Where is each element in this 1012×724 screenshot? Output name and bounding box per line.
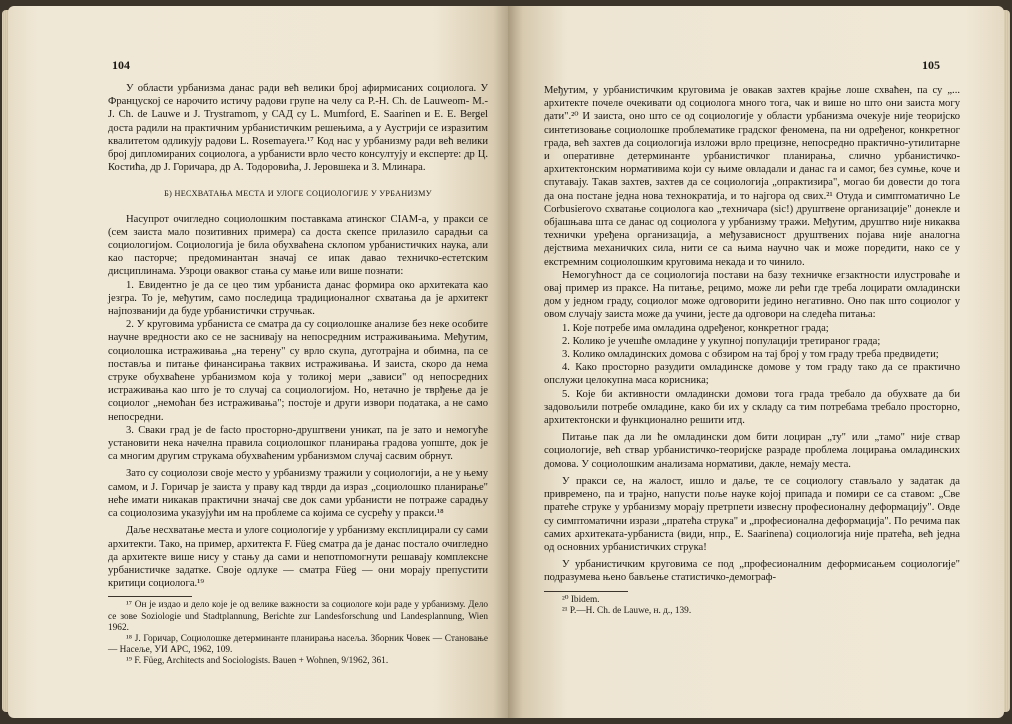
paragraph: 2. У круговима урбаниста се сматра да су социолошке анализе без неке особите научне вредности ако се не заснивају на непосредним истраживањима. Међутим, социолошка истраживања „на терену" су врло скупа, дуготрајна и обимна, па се поставља и питање финансирања таквих истраживања. И заиста, скоро да нема струке обухваћене урбанизмом која у толикој мери „зависи" од непосредних истраживања као што је то случај са социологијом. Но, нетачно је тврђење да је социолог „немоћан без истраживања"; постоје и други извори података, а не само непосредни. <box>108 319 488 423</box>
paragraph: У пракси се, на жалост, ишло и даље, те се социологу стављало у задатак да привремено, па и трајно, напусти поље науке којој припада и помири се са ставом: „Све пратеће струке у урбанизму морају претрпети извесну професионалну деформацију". Овде су симптоматични изрази „пратећа струка" и „професионална деформација". По речима пак самих архитеката-урбаниста (види, нпр., E. Saarinena) социологија није пратећа, већ једна од основних урбанистичких струка! <box>544 475 960 553</box>
section-heading: Б) НЕСХВАТАЊА МЕСТА И УЛОГЕ СОЦИОЛОГИЈЕ У УРБАНИЗМУ <box>164 189 432 199</box>
right-page <box>508 6 1004 718</box>
footnote-rule <box>108 596 192 597</box>
footnote: ¹⁸ J. Горичар, Социолошке детерминанте планирања насеља. Зборник Човек — Становање — Насеље, УИ АРС, 1962, 109. <box>108 633 488 656</box>
footnote: ¹⁹ F. Füeg, Architects and Sociologists. Bauen + Wohnen, 9/1962, 361. <box>126 656 389 667</box>
left-page-body <box>108 82 488 668</box>
paragraph: 1. Евидентно је да се цео тим урбаниста данас формира око архитеката као језгра. То је, међутим, само последица традиционалног схватања да је архитект најпозванији да буде урбанистички стручњак. <box>108 279 488 318</box>
paragraph: Зато су социолози своје место у урбанизму тражили у социологији, а не у њему самом, и Ј. Горичар је заиста у праву кад тврди да израз „социолошко планирање" неће имати никакав практични значај све док сами урбанисти не потраже сарадњу са социолозима указујући им на проблеме са којима се сусрећу у пракси.¹⁸ <box>108 468 488 520</box>
paragraph: Међутим, у урбанистичким круговима је овакав захтев крајње лоше схваћен, па су „... архитекте почеле очекивати од социолога много тога, чак и више но што они заиста могу дати".²⁰ И заиста, оно што се од социологије у области урбанизма очекује није теоријско синтетизовање социолошке проблематике градског феномена, па ни одређеног, конкретног града, већ захтев да социологија изложи врло прецизне, непосредно практично-утилитарне и оперативне детерминанте урбанистичког планирања, слично урбанистичко-архитектонским нормативима који су њиме овладали и данас га и самог, без сумње, коче и спутавају. Такав захтев, захтев да се социологија „опрактизира", могао би довести до тога да она постане једна нова технократија, и то најгора од свих.²¹ Отуда и симптоматично Le Corbusierovo схватање социолога као „техничара (sic!) друштвене организације" донекле и објашњава шта се данас од социолога у урбанизму тражи. Међутим, друштво није никаква технички уређена организација, а међузависност друштвених појава није аналогна дејствима механичких сила, нити се са њима научно чак и може поредити, нако се у екстремним социолошким круговима некада и то чинило. <box>544 85 960 268</box>
page-number: 104 <box>112 58 130 72</box>
paragraph: Питање пак да ли ће омладински дом бити лоциран „ту" или „тамо" није ствар социологије, већ ствар урбанистичко-теоријске разраде проблема лоцирања омладинских домова. У социолошким анализама нормативи, дакле, немају места. <box>544 432 960 470</box>
footnote: ¹⁷ Он је издао и дело које је од велике важности за социологе који раде у урбанизму. Дело се зове Soziologie und Stadtplannung, Berichte zur Landesforschung und Landesplannung, Wien 1962. <box>108 600 488 633</box>
paragraph: 3. Сваки град је de facto просторно-друштвени уникат, па је зато и немогуће установити нека начелна правила социолошког планирања градова уопште, док је са многим другим струкама обухваћеним урбанизмом случај сасвим обрнут. <box>108 424 488 463</box>
paragraph: У урбанистичким круговима се под „професионалним деформисањем социологије" подразумева њено бављење статистичко-демограф- <box>544 559 960 584</box>
footnote: ²¹ P.—H. Ch. de Lauwe, н. д., 139. <box>562 605 692 616</box>
footnote: ²⁰ Ibidem. <box>562 594 600 605</box>
list-item: 3. Колико омладинских домова с обзиром на тај број у том граду треба предвидети; <box>562 349 939 361</box>
left-page <box>8 6 508 718</box>
paragraph: Немогућност да се социологија постави на базу техничке егзактности илустроваће и овај пример из праксе. На питање, рецимо, може ли рећи где треба лоцирати омладински дом у једном граду, социолог може одговорити једино негативно. Оно пак што социолог у овом случају заиста може да учини, јесте да одговори на следећа питања: <box>544 269 960 321</box>
list-item: 1. Које потребе има омладина одређеног, конкретног града; <box>562 322 829 334</box>
footnote-rule <box>544 591 628 592</box>
page-number: 105 <box>922 58 940 72</box>
list-item: 2. Колико је учешће омладине у укупној популацији третираног града; <box>562 335 881 347</box>
list-item: 5. Које би активности омладински домови тога града требало да обухвате да би задовољили потребе омладине, како би их у складу са тим потребама требало просторно, архитектонски и функционално решити итд. <box>544 388 960 427</box>
paragraph: Насупрот очигледно социолошким поставкама атинског CIAM-а, у пракси се (сем заиста мало позитивних примера) са доста скепсе прилазило сарадњи са социологијом. Социологија је била обухваћена склопом урбанистичких наука, али као пасторче; предоминантан значај се ипак давао техничко-естетским дисциплинама. Узроци оваквог стања су мање или више познати: <box>108 213 488 278</box>
right-page-body <box>544 84 960 617</box>
paragraph: У области урбанизма данас ради већ велики број афирмисаних социолога. У Француској се нарочито истичу радови групе на челу са P.-H. Ch. de Lauweom- M.-J. Ch. de Lauwe и J. Trystramom, у САД су L. Mumford, E. Saarinen и E. E. Bergel доста радили на практичним урбанистичким решењима, а у Аустрији се изразитим квалитетом одликују радови L. Rosemayera.¹⁷ Код нас у урбанизму ради већ велики број дипломираних социолога, а урбанисти врло често консултују и експерте: др Ц. Костића, др Ј. Горичара, др А. Тодоровића, Ј. Јеровшека и З. Млинара. <box>108 83 488 174</box>
paragraph: Даље несхватање места и улоге социологије у урбанизму експлицирали су сами архитекти. Тако, на пример, архитекта F. Füeg сматра да је данас постало очигледно да архитекте више нису у стању да сами и непотпомогнути решавају комплексне урбанистичке задатке. Своје одлуке — сматра Füeg — они морају препустити критици социолога.¹⁹ <box>108 525 488 590</box>
list-item: 4. Како просторно разудити омладинске домове у том граду тако да се практично опслужи целокупна маса корисника; <box>544 362 960 387</box>
